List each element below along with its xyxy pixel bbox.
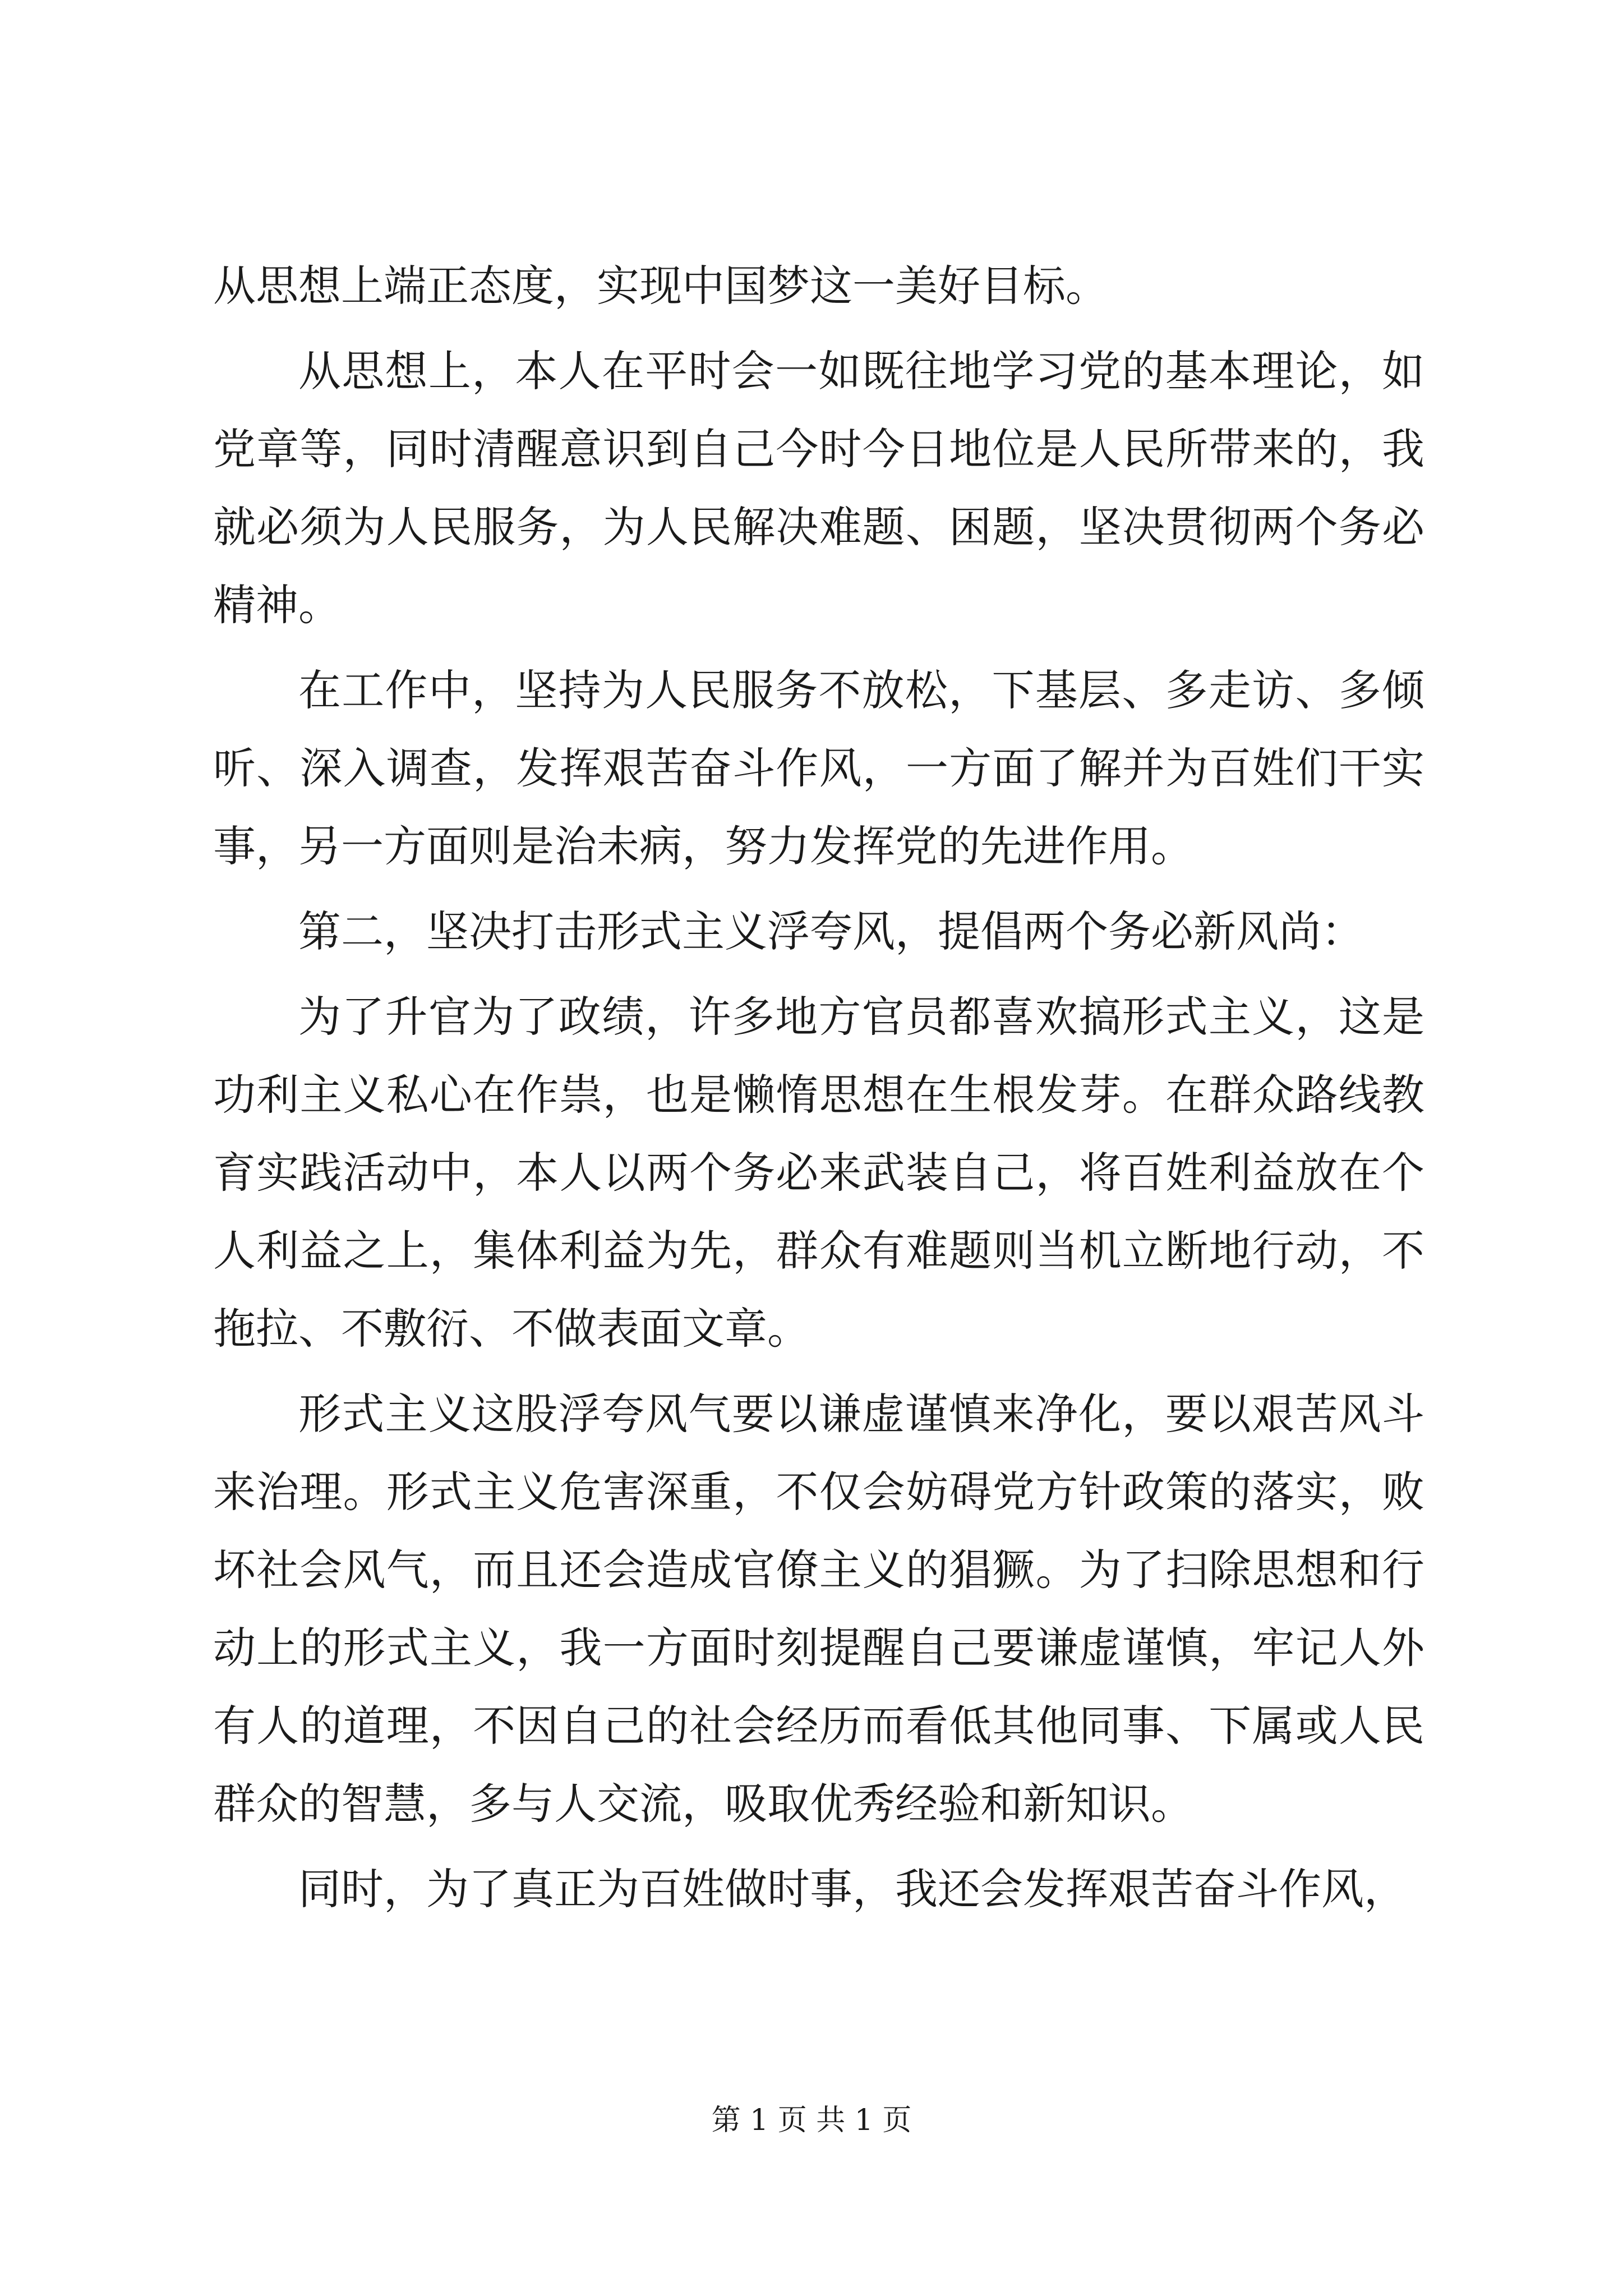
paragraph-continued: 从思想上端正态度，实现中国梦这一美好目标。 bbox=[213, 261, 1108, 311]
paragraph: 从思想上，本人在平时会一如既往地学习党的基本理论，如党章等，同时清醒意识到自己今时今日地位是人民所带来的，我就必须为人民服务，为人民解决难题、困题，坚决贯彻两个务必精神。 bbox=[213, 346, 1424, 630]
page-footer bbox=[0, 2101, 1623, 2140]
paragraph: 在工作中，坚持为人民服务不放松，下基层、多走访、多倾听、深入调查，发挥艰苦奋斗作风，一方面了解并为百姓们干实事，另一方面则是治未病，努力发挥党的先进作用。 bbox=[213, 665, 1424, 871]
paragraph: 同时，为了真正为百姓做时事，我还会发挥艰苦奋斗作风， bbox=[298, 1864, 1407, 1914]
paragraph-heading: 第二，坚决打击形式主义浮夸风，提倡两个务必新风尚： bbox=[298, 907, 1364, 956]
paragraph: 为了升官为了政绩，许多地方官员都喜欢搞形式主义，这是功利主义私心在作祟，也是懒惰思想在生根发芽。在群众路线教育实践活动中，本人以两个务必来武装自己，将百姓利益放在个人利益之上，集体利益为先，群众有难题则当机立断地行动，不拖拉、不敷衍、不做表面文章。 bbox=[213, 992, 1424, 1354]
page-number-label: 第 1 页 共 1 页 bbox=[711, 2104, 912, 2137]
document-body bbox=[213, 247, 1424, 1935]
paragraph: 形式主义这股浮夸风气要以谦虚谨慎来净化，要以艰苦风斗来治理。形式主义危害深重，不仅会妨碍党方针政策的落实，败坏社会风气，而且还会造成官僚主义的猖獗。为了扫除思想和行动上的形式主义，我一方面时刻提醒自己要谦虚谨慎，牢记人外有人的道理，不因自己的社会经历而看低其他同事、下属或人民群众的智慧，多与人交流，吸取优秀经验和新知识。 bbox=[213, 1389, 1424, 1829]
